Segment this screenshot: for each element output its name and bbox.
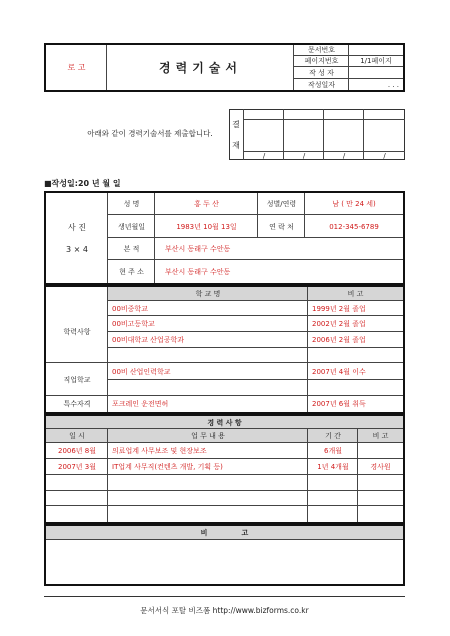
date-line: ■작성일:20 년 월 일 — [44, 178, 121, 188]
footer-rule — [44, 596, 405, 597]
meta-value-date[interactable]: . . . — [387, 80, 399, 89]
birth-label: 생년월일 — [117, 222, 146, 231]
career-row-4-duration[interactable] — [308, 491, 358, 506]
license-school[interactable]: 포크레인 운전면허 — [112, 400, 169, 408]
meta-label-author: 작 성 자 — [294, 67, 349, 79]
career-row-3-duties[interactable] — [108, 475, 308, 491]
voc-row-1-note[interactable]: 2007년 4월 이수 — [312, 367, 366, 376]
meta-label-doc-number: 문서번호 — [294, 45, 349, 56]
career-row-3-note[interactable] — [358, 475, 403, 491]
career-row-5-note[interactable] — [358, 506, 403, 522]
career-row-1-duration[interactable]: 6개월 — [324, 447, 342, 455]
edu-row-2-note[interactable]: 2002년 2월 졸업 — [312, 320, 366, 328]
career-row-2-duration[interactable]: 1년 4개월 — [317, 463, 349, 471]
edu-row-2-school[interactable]: 00비고등학교 — [112, 320, 155, 328]
origin-value[interactable]: 부산시 동래구 수안동 — [165, 245, 231, 253]
career-row-2-duties[interactable]: IT업계 사무직(컨텐츠 개발, 기획 등) — [112, 463, 223, 471]
approval-label-2: 재 — [232, 140, 240, 150]
license-note[interactable]: 2007년 6월 취득 — [312, 400, 366, 408]
photo-cell — [46, 193, 108, 283]
edu-row-4-school[interactable] — [108, 348, 308, 363]
career-row-4-period[interactable] — [46, 491, 108, 506]
gender-age-value[interactable]: 남 ( 만 24 세) — [332, 200, 376, 208]
meta-label-page-number: 페이지번호 — [294, 56, 349, 67]
meta-value-author[interactable] — [349, 67, 403, 79]
career-col-duration: 기 간 — [325, 432, 341, 440]
edu-row-1-school[interactable]: 00비중학교 — [112, 304, 148, 313]
career-row-1-period[interactable]: 2006년 8월 — [57, 447, 97, 455]
photo-label: 사 진 — [68, 222, 86, 232]
gender-age-label: 성별/연령 — [266, 200, 297, 208]
edu-row-4-note[interactable] — [308, 348, 403, 363]
edu-col-school: 학 교 명 — [195, 290, 221, 298]
remarks-title: 비 고 — [200, 529, 249, 537]
birth-value[interactable]: 1983년 10월 13일 — [176, 222, 237, 231]
career-row-3-period[interactable] — [46, 475, 108, 491]
name-label: 성 명 — [123, 200, 140, 208]
license-section-label: 특수자격 — [63, 400, 91, 408]
address-label: 현 주 소 — [119, 267, 144, 276]
career-row-2-period[interactable]: 2007년 3월 — [57, 463, 97, 471]
approval-date-1: / — [262, 151, 266, 160]
remarks-body[interactable] — [46, 540, 403, 584]
voc-row-1-school[interactable]: 00비 산업인력학교 — [112, 367, 171, 376]
voc-row-2-note[interactable] — [308, 380, 403, 396]
vocational-section-label: 직업학교 — [63, 375, 91, 384]
career-row-4-duties[interactable] — [108, 491, 308, 506]
career-row-4-note[interactable] — [358, 491, 403, 506]
approval-date-4: / — [383, 151, 386, 160]
name-value[interactable]: 홍 두 산 — [194, 200, 219, 208]
career-row-3-duration[interactable] — [308, 475, 358, 491]
career-col-note: 비 고 — [372, 432, 389, 440]
career-row-5-duties[interactable] — [108, 506, 308, 522]
document-title: 경력기술서 — [159, 61, 242, 75]
career-row-2-note[interactable]: 경사원 — [370, 463, 391, 471]
career-title: 경 력 사 항 — [207, 418, 242, 427]
meta-value-doc-number[interactable] — [349, 45, 403, 56]
approval-date-2: / — [302, 151, 306, 160]
career-row-1-note[interactable] — [358, 443, 403, 459]
origin-label: 본 적 — [123, 245, 140, 253]
logo-placeholder: 로 고 — [67, 63, 86, 72]
approval-label-col — [229, 109, 244, 160]
contact-value[interactable]: 012-345-6789 — [329, 222, 379, 231]
address-value[interactable]: 부산시 동래구 수안동 — [165, 267, 231, 276]
footer-text: 문서서식 포탈 비즈폼 http://www.bizforms.co.kr — [140, 605, 309, 615]
meta-value-page-number[interactable]: 1/1페이지 — [349, 56, 403, 67]
edu-row-3-note[interactable]: 2006년 2월 졸업 — [312, 336, 366, 344]
edu-row-3-school[interactable]: 00비대학교 산업공학과 — [112, 336, 184, 344]
voc-row-2-school[interactable] — [108, 380, 308, 396]
career-row-5-period[interactable] — [46, 506, 108, 522]
approval-label-1: 결 — [232, 119, 240, 129]
edu-row-1-note[interactable]: 1999년 2월 졸업 — [312, 304, 366, 313]
career-row-1-duties[interactable]: 의료업계 사무보조 및 현장보조 — [112, 447, 207, 455]
career-row-5-duration[interactable] — [308, 506, 358, 522]
education-section-label: 학력사항 — [63, 328, 91, 336]
contact-label: 연 락 처 — [269, 222, 294, 231]
photo-size: 3 × 4 — [66, 244, 88, 254]
career-col-period: 일 시 — [69, 432, 85, 440]
intro-text: 아래와 같이 경력기술서를 제출합니다. — [87, 128, 213, 138]
edu-col-note: 비 고 — [347, 290, 364, 298]
meta-label-date: 작성일자 — [307, 80, 336, 89]
approval-date-3: / — [342, 151, 346, 160]
career-col-duties: 업 무 내 용 — [191, 432, 225, 440]
